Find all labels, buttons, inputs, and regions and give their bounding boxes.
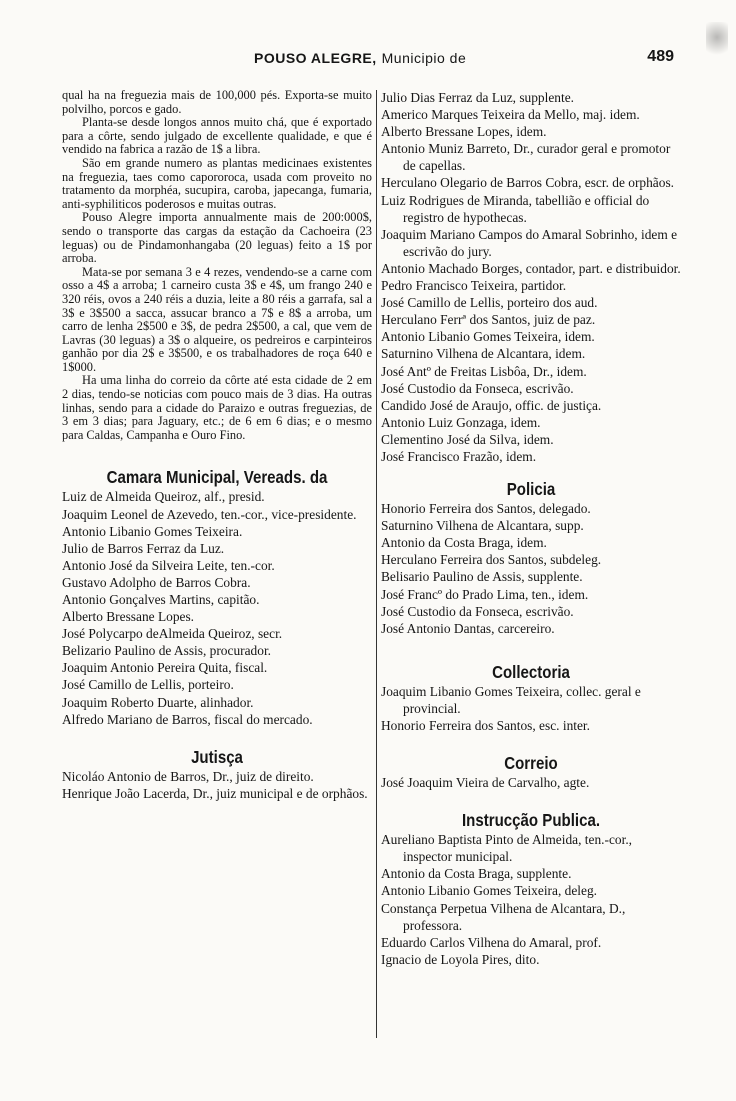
- list-item: Saturnino Vilhena de Alcantara, supp.: [381, 518, 584, 534]
- list-item: Luiz Rodrigues de Miranda, tabellião e official do registro de hypothecas.: [381, 192, 650, 225]
- list-item: Julio Dias Ferraz da Luz, supplente.: [381, 90, 574, 105]
- list-item: Constança Perpetua Vilhena de Alcantara, D., professora.: [381, 900, 626, 933]
- list-item: Henrique João Lacerda, Dr., juiz municipal e de orphãos.: [62, 785, 368, 801]
- list-item: Antonio Muniz Barreto, Dr., curador geral e promotor de capellas.: [381, 141, 671, 174]
- list-item: José Francisco Frazão, idem.: [381, 448, 537, 464]
- list-item: Aureliano Baptista Pinto de Almeida, ten.-cor., inspector municipal.: [381, 832, 633, 865]
- list-item: Nicoláo Antonio de Barros, Dr., juiz de direito.: [62, 768, 314, 784]
- list-item: Honorio Ferreira dos Santos, delegado.: [381, 501, 591, 517]
- list-item: Antonio Luiz Gonzaga, idem.: [381, 414, 541, 430]
- list-item: José Camillo de Lellis, porteiro dos aud.: [381, 295, 598, 311]
- list-item: Belisario Paulino de Assis, supplente.: [381, 569, 583, 585]
- list-item: José Custodio da Fonseca, escrivão.: [381, 603, 574, 619]
- section-heading-collectoria: Collectoria: [492, 661, 570, 682]
- list-item: Herculano Ferrª dos Santos, juiz de paz.: [381, 312, 596, 328]
- list-item: Antonio Libanio Gomes Teixeira.: [62, 523, 243, 539]
- list-item: Joaquim Leonel de Azevedo, ten.-cor., vice-presidente.: [62, 506, 357, 522]
- camara-list: [62, 488, 372, 727]
- list-item: Alfredo Mariano de Barros, fiscal do mercado.: [62, 711, 313, 727]
- running-head-subtitle: Municipio de: [381, 50, 467, 66]
- policia-list: [381, 500, 681, 637]
- list-item: Gustavo Adolpho de Barros Cobra.: [62, 574, 251, 590]
- section-heading-camara: Camara Municipal, Vereads. da: [106, 467, 328, 488]
- list-item: José Polycarpo deAlmeida Queiroz, secr.: [62, 626, 283, 642]
- paragraph: Pouso Alegre importa annualmente mais de 200:000$, sendo o transporte das cargas da estação da Cachoeira (23 leguas) ou de Pindamonhangaba (20 leguas) feito a 1$ por arroba.: [62, 210, 372, 266]
- right-column: [381, 89, 681, 1081]
- list-item: Pedro Francisco Teixeira, partidor.: [381, 278, 567, 294]
- list-item: Ignacio de Loyola Pires, dito.: [381, 951, 540, 967]
- list-item: Joaquim Mariano Campos do Amaral Sobrinho, idem e escrivão do jury.: [381, 226, 678, 259]
- column-divider: [376, 90, 377, 1038]
- list-item: José Francº do Prado Lima, ten., idem.: [381, 586, 589, 602]
- section-heading-instrucao: Instrucção Publica.: [461, 810, 601, 831]
- list-item: Americo Marques Teixeira da Mello, maj. idem.: [381, 107, 640, 123]
- list-item: Joaquim Roberto Duarte, alinhador.: [62, 694, 254, 710]
- list-item: Candido José de Araujo, offic. de justiça.: [381, 397, 602, 413]
- collectoria-list: [381, 683, 681, 734]
- list-item: Antonio da Costa Braga, idem.: [381, 535, 547, 551]
- list-item: Belizario Paulino de Assis, procurador.: [62, 643, 272, 659]
- paragraph: qual ha na freguezia mais de 100,000 pés. Exporta-se muito polvilho, porcos e gado.: [62, 89, 372, 116]
- list-item: Antonio da Costa Braga, supplente.: [381, 866, 572, 882]
- instrucao-list: [381, 831, 681, 968]
- list-item: Eduardo Carlos Vilhena do Amaral, prof.: [381, 934, 602, 950]
- page-number: 489: [647, 48, 674, 65]
- paragraph: Mata-se por semana 3 e 4 rezes, vendendo-se a carne com osso a 4$ a arroba; 1 carneiro custa 3$ e 4$, um frango 240 e 320 réis, ovos a 240 réis a duzia, leite a 80 réis a garrafa, sal a 3$ e 3$500 a sacca, assucar branco a 7$ e 8$ a arroba, um carro de lenha 2$500 e 3$, de pedra 2$500, a cal, que vem de Lavras (30 leguas) a 3$ o alqueire, os pedreiros e carpinteiros ganhão por dia 2$ e 3$500, e os trabalhadores de roça 640 e 1$000.: [62, 264, 372, 374]
- print-smudge: [706, 22, 728, 60]
- justica-list: [62, 768, 372, 802]
- running-head-title: POUSO ALEGRE,: [254, 50, 377, 66]
- list-item: José Antº de Freitas Lisbôa, Dr., idem.: [381, 363, 587, 379]
- list-item: Antonio Gonçalves Martins, capitão.: [62, 592, 260, 607]
- list-item: José Custodio da Fonseca, escrivão.: [381, 380, 574, 396]
- section-heading-policia: Policia: [506, 479, 556, 500]
- list-item: Herculano Olegario de Barros Cobra, escr. de orphãos.: [381, 175, 675, 191]
- list-item: Saturnino Vilhena de Alcantara, idem.: [381, 346, 586, 362]
- correio-list: [381, 774, 681, 791]
- list-item: Clementino José da Silva, idem.: [381, 431, 554, 447]
- list-item: Joaquim Antonio Pereira Quita, fiscal.: [62, 660, 268, 676]
- list-item: José Joaquim Vieira de Carvalho, agte.: [381, 775, 590, 791]
- paragraph: São em grande numero as plantas medicinaes existentes na freguezia, taes como capororoca, usada com proveito no tratamento da morphéa, sucupira, caroba, japecanga, fumaria, anti-syphiliticos poderosos e muitas outras.: [62, 155, 372, 211]
- section-heading-justica: Jutisça: [191, 746, 243, 767]
- paragraph: Ha uma linha do correio da côrte até esta cidade de 2 em 2 dias, tendo-se noticias com pouco mais de 3 dias. Ha outras linhas, sendo para a cidade do Paraizo e outras freguezias, de 3 em 3 dias; para Jaguary, etc.; de 6 em 6 dias; e o mesmo para Caldas, Campanha e Ouro Fino.: [62, 373, 372, 442]
- section-heading-correio: Correio: [504, 753, 558, 774]
- left-column: [62, 89, 372, 1081]
- list-item: Honorio Ferreira dos Santos, esc. inter.: [381, 718, 590, 733]
- list-item: José Camillo de Lellis, porteiro.: [62, 677, 234, 693]
- list-item: Alberto Bressane Lopes, idem.: [381, 124, 547, 140]
- list-item: Julio de Barros Ferraz da Luz.: [62, 540, 225, 556]
- list-item: Antonio Libanio Gomes Teixeira, deleg.: [381, 883, 597, 899]
- page-header: [62, 44, 674, 68]
- list-item: Antonio Machado Borges, contador, part. e distribuidor.: [381, 260, 681, 276]
- list-item: Herculano Ferreira dos Santos, subdeleg.: [381, 552, 602, 568]
- justica-continued-list: [381, 89, 681, 465]
- list-item: José Antonio Dantas, carcereiro.: [381, 620, 555, 636]
- list-item: Luiz de Almeida Queiroz, alf., presid.: [62, 489, 265, 505]
- running-head: [254, 50, 466, 67]
- list-item: Joaquim Libanio Gomes Teixeira, collec. geral e provincial.: [381, 683, 641, 716]
- list-item: Alberto Bressane Lopes.: [62, 609, 195, 625]
- list-item: Antonio Libanio Gomes Teixeira, idem.: [381, 329, 595, 345]
- list-item: Antonio José da Silveira Leite, ten.-cor.: [62, 557, 275, 573]
- paragraph: Planta-se desde longos annos muito chá, que é exportado para a côrte, sendo julgado de excellente qualidade, e que é vendido na fabrica a razão de 1$ a libra.: [62, 115, 372, 157]
